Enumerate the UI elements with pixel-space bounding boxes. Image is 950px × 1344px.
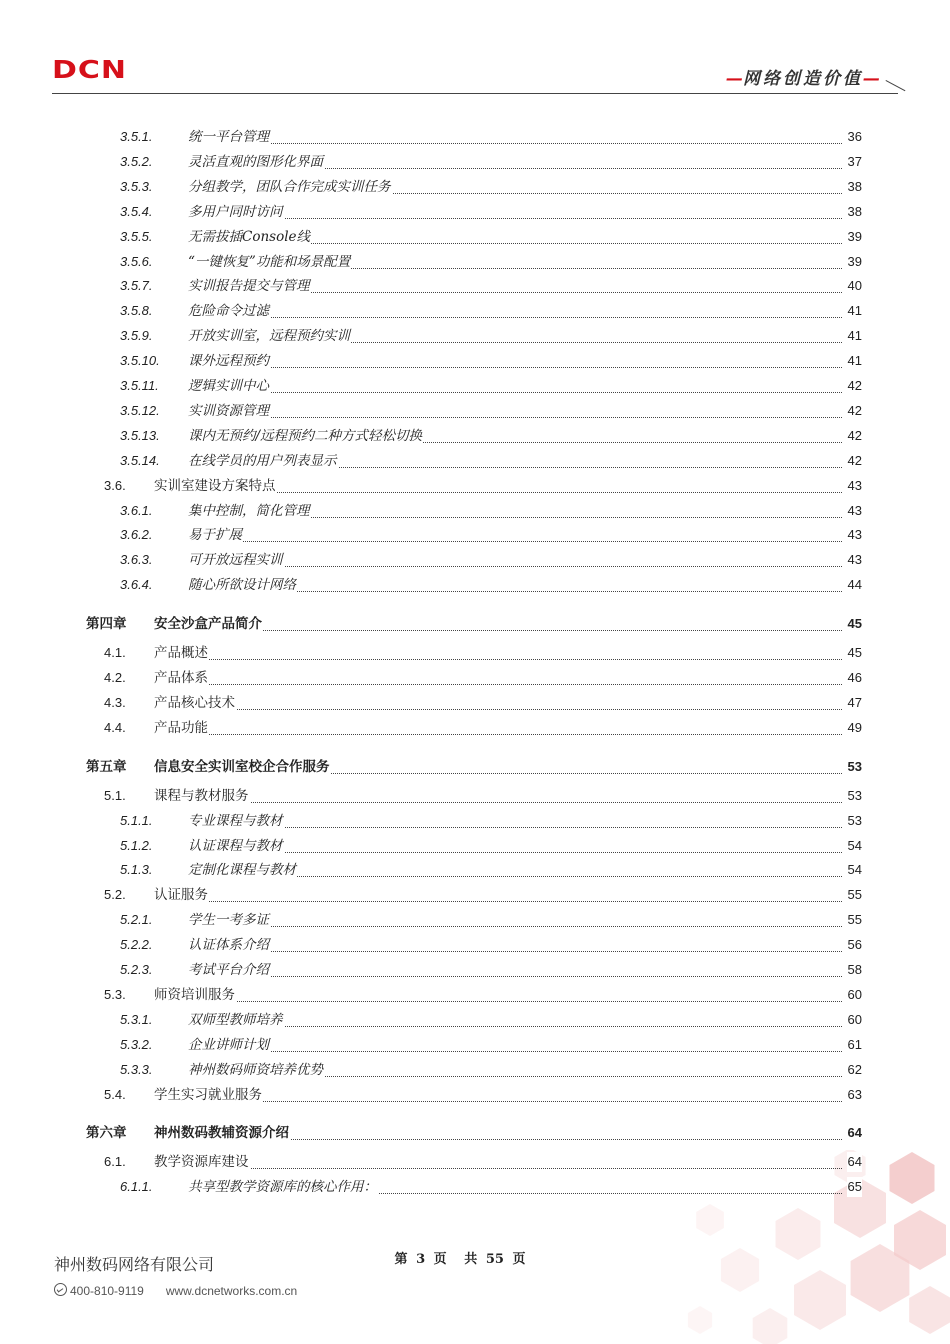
- toc-entry-leader: [190, 391, 842, 393]
- toc-entry-title: 多用户同时访问: [188, 203, 283, 220]
- toc-entry-page: 40: [847, 276, 862, 296]
- toc-entry-number: 4.4.: [104, 719, 126, 735]
- toc-entry-title: 实训资源管理: [188, 402, 269, 419]
- toc-entry-page: 49: [847, 718, 862, 738]
- slogan: [726, 64, 880, 89]
- toc-entry-title: 实训报告提交与管理: [188, 278, 310, 295]
- toc-entry-leader: [190, 950, 842, 952]
- toc-entry-leader: [156, 733, 842, 735]
- toc-entry-title: 共享型教学资源库的核心作用：: [188, 1179, 377, 1196]
- toc-entry[interactable]: [0, 1123, 950, 1143]
- toc-entry[interactable]: [0, 525, 950, 545]
- toc-entry-page: 64: [847, 1123, 862, 1143]
- toc-entry-page: 62: [847, 1060, 862, 1080]
- toc-entry-title: 逻辑实训中心: [188, 378, 269, 394]
- toc-entry-number: 4.1.: [104, 645, 126, 661]
- pager-total-prefix: 共: [464, 1252, 478, 1267]
- toc-entry-number: 5.1.3.: [120, 862, 153, 878]
- toc-entry-number: 3.5.9.: [120, 328, 153, 344]
- toc-entry-leader: [156, 1167, 842, 1169]
- toc-entry[interactable]: [0, 426, 950, 446]
- toc-entry-number: 5.1.2.: [120, 837, 153, 853]
- toc-entry-title: 信息安全实训室校企合作服务: [154, 758, 330, 775]
- toc-entry-page: 54: [847, 836, 862, 856]
- toc-entry[interactable]: [0, 960, 950, 980]
- toc-entry-title: 灵活直观的图形化界面: [188, 153, 323, 170]
- toc-entry-title: 教学资源库建设: [154, 1154, 249, 1171]
- toc-entry-page: 54: [847, 860, 862, 880]
- toc-entry-number: 3.5.14.: [120, 452, 160, 468]
- toc-entry-number: 6.1.: [104, 1154, 126, 1170]
- toc-entry-number: 第五章: [86, 758, 127, 775]
- toc-entry-page: 43: [847, 476, 862, 496]
- toc-entry[interactable]: [0, 376, 950, 396]
- toc-entry-page: 46: [847, 668, 862, 688]
- toc-entry-title: 企业讲师计划: [188, 1036, 269, 1053]
- toc-entry-title: 师资培训服务: [154, 986, 235, 1003]
- toc-entry-number: 3.5.13.: [120, 427, 160, 443]
- toc-entry-title: 学生实习就业服务: [154, 1086, 262, 1103]
- toc-entry-page: 41: [847, 326, 862, 346]
- toc-entry-page: 45: [847, 614, 862, 634]
- toc-entry[interactable]: [0, 127, 950, 147]
- toc-entry[interactable]: [0, 935, 950, 955]
- toc-entry-page: 44: [847, 575, 862, 595]
- toc-entry-leader: [156, 658, 842, 660]
- toc-entry[interactable]: [0, 885, 950, 905]
- toc-entry-leader: [156, 900, 842, 902]
- toc-entry-leader: [190, 925, 842, 927]
- toc-entry[interactable]: [0, 1085, 950, 1105]
- dcn-logo: DCN: [52, 56, 128, 85]
- toc-entry[interactable]: [0, 836, 950, 856]
- toc-entry-leader: [156, 683, 842, 685]
- toc-entry[interactable]: [0, 1010, 950, 1030]
- toc-entry-title: 随心所欲设计网络: [188, 577, 296, 594]
- hexagon-decoration: [680, 1150, 950, 1344]
- toc-entry-page: 42: [847, 426, 862, 446]
- toc-entry-leader: [190, 540, 842, 542]
- toc-entry-title: 专业课程与教材: [188, 812, 283, 829]
- toc-entry-page: 61: [847, 1035, 862, 1055]
- toc-entry-number: 3.6.4.: [120, 577, 153, 593]
- toc-entry-title: 定制化课程与教材: [188, 862, 296, 879]
- toc-entry-number: 5.3.2.: [120, 1036, 153, 1052]
- toc-entry-title: 分组教学，团队合作完成实训任务: [188, 178, 391, 195]
- toc-entry-number: 5.2.: [104, 887, 126, 903]
- toc-entry-title: 认证体系介绍: [188, 937, 269, 954]
- toc-entry-title: 安全沙盒产品简介: [154, 616, 262, 633]
- footer-contact: [54, 1283, 297, 1298]
- toc-entry-number: 5.2.2.: [120, 937, 153, 953]
- pager-current: 3: [416, 1252, 426, 1267]
- toc-entry-page: 37: [847, 152, 862, 172]
- toc-entry[interactable]: [0, 301, 950, 321]
- toc-entry-number: 3.5.4.: [120, 203, 153, 219]
- toc-entry-number: 3.5.10.: [120, 353, 160, 369]
- toc-entry-leader: [190, 416, 842, 418]
- toc-entry-page: 53: [847, 786, 862, 806]
- toc-entry-leader: [190, 851, 842, 853]
- toc-entry-title: 产品核心技术: [154, 694, 235, 711]
- toc-entry-title: 集中控制，简化管理: [188, 502, 310, 519]
- hexagon-shape: [909, 1286, 950, 1334]
- pager-page-word: 页: [433, 1252, 447, 1267]
- toc-entry-page: 63: [847, 1085, 862, 1105]
- slogan-dash-left: —: [726, 69, 743, 89]
- toc-entry-page: 38: [847, 177, 862, 197]
- toc-entry-leader: [190, 826, 842, 828]
- toc-entry-number: 6.1.1.: [120, 1179, 153, 1195]
- toc-entry-number: 3.6.: [104, 477, 126, 493]
- toc-entry-number: 3.5.7.: [120, 278, 153, 294]
- toc-entry[interactable]: [0, 252, 950, 272]
- toc-entry[interactable]: [0, 227, 950, 247]
- toc-entry-title: 开放实训室，远程预约实训: [188, 328, 350, 345]
- toc-entry[interactable]: [0, 718, 950, 738]
- toc-entry-number: 3.6.1.: [120, 502, 153, 518]
- toc-entry-leader: [156, 801, 842, 803]
- toc-entry-title: 课外远程预约: [188, 353, 269, 370]
- toc-entry[interactable]: [0, 811, 950, 831]
- toc-entry-title: 课内无预约/远程预约二种方式轻松切换: [188, 427, 423, 444]
- toc-entry-page: 42: [847, 451, 862, 471]
- toc-entry[interactable]: [0, 1035, 950, 1055]
- toc-entry-page: 41: [847, 351, 862, 371]
- toc-entry[interactable]: [0, 401, 950, 421]
- toc-entry-title: 实训室建设方案特点: [154, 477, 276, 494]
- toc-entry-title: 统一平台管理: [188, 129, 269, 145]
- toc-entry[interactable]: [0, 1060, 950, 1080]
- toc-entry-number: 3.6.3.: [120, 552, 153, 568]
- toc-entry[interactable]: [0, 501, 950, 521]
- toc-entry-number: 3.6.2.: [120, 527, 153, 543]
- toc-entry-title: 易于扩展: [188, 527, 242, 544]
- toc-entry-leader: [190, 217, 842, 219]
- toc-entry[interactable]: [0, 152, 950, 172]
- toc-entry[interactable]: [0, 910, 950, 930]
- header-rule: [52, 93, 898, 94]
- toc-entry-leader: [190, 1025, 842, 1027]
- toc-entry[interactable]: [0, 786, 950, 806]
- toc-entry[interactable]: [0, 757, 950, 777]
- toc-entry-title: 认证课程与教材: [188, 837, 283, 854]
- toc-entry-number: 3.5.3.: [120, 178, 153, 194]
- toc-entry[interactable]: [0, 550, 950, 570]
- toc-entry[interactable]: [0, 575, 950, 595]
- hexagon-shape: [794, 1270, 846, 1330]
- toc-entry[interactable]: [0, 276, 950, 296]
- toc-entry-title: 无需拔插Console线: [188, 228, 311, 245]
- hexagon-shape: [688, 1306, 712, 1334]
- toc-entry-number: 5.1.: [104, 787, 126, 803]
- toc-entry-number: 3.5.5.: [120, 228, 153, 244]
- toc-entry-number: 3.5.1.: [120, 129, 153, 144]
- hexagon-shape: [696, 1204, 724, 1236]
- toc-entry-page: 42: [847, 376, 862, 396]
- toc-entry-page: 39: [847, 227, 862, 247]
- toc-entry-page: 53: [847, 757, 862, 777]
- toc-entry[interactable]: [0, 177, 950, 197]
- toc-entry-title: 课程与教材服务: [154, 787, 249, 804]
- toc-entry-title: “一键恢复”功能和场景配置: [188, 253, 351, 270]
- toc-entry-title: 产品体系: [154, 670, 208, 686]
- toc-entry[interactable]: [0, 985, 950, 1005]
- toc-entry-leader: [190, 316, 842, 318]
- toc-entry-number: 5.3.: [104, 986, 126, 1002]
- toc-entry[interactable]: [0, 326, 950, 346]
- toc-entry-leader: [190, 366, 842, 368]
- header-rule-tick: [886, 80, 906, 91]
- toc-entry-title: 学生一考多证: [188, 912, 269, 929]
- toc-entry-number: 4.2.: [104, 670, 126, 685]
- toc-entry-leader: [156, 708, 842, 710]
- toc-entry-number: 5.2.1.: [120, 912, 153, 928]
- toc-entry-page: 47: [847, 693, 862, 713]
- toc-entry[interactable]: [0, 351, 950, 371]
- toc-entry-title: 神州数码师资培养优势: [188, 1061, 323, 1078]
- toc-entry-leader: [156, 1000, 842, 1002]
- toc-entry-title: 产品功能: [154, 719, 208, 736]
- page-number: [0, 1248, 920, 1267]
- toc-entry-page: 53: [847, 811, 862, 831]
- toc-entry-page: 55: [847, 910, 862, 930]
- toc-entry-page: 43: [847, 550, 862, 570]
- phone-icon: [54, 1283, 67, 1296]
- hexagon-shape: [753, 1308, 788, 1344]
- toc-entry-page: 60: [847, 985, 862, 1005]
- toc-entry-number: 3.5.6.: [120, 253, 153, 269]
- toc-entry[interactable]: [0, 860, 950, 880]
- toc-entry-title: 在线学员的用户列表显示: [188, 452, 337, 469]
- slogan-text: 网络创造价值: [743, 69, 863, 89]
- toc-entry-number: 第六章: [86, 1125, 127, 1142]
- toc-entry-title: 可开放远程实训: [188, 552, 283, 569]
- toc-entry-page: 43: [847, 525, 862, 545]
- footer-phone: 400-810-9119: [70, 1284, 144, 1298]
- toc-entry-leader: [190, 142, 842, 144]
- pager-total-suffix: 页: [512, 1252, 526, 1267]
- toc-entry-page: 45: [847, 643, 862, 663]
- toc-entry-page: 58: [847, 960, 862, 980]
- toc-entry-number: 3.5.8.: [120, 303, 153, 319]
- slogan-dash-right: —: [863, 69, 880, 89]
- toc-entry-number: 5.1.1.: [120, 812, 153, 828]
- toc-entry-page: 36: [847, 127, 862, 147]
- toc-entry-page: 64: [847, 1152, 862, 1172]
- toc-entry-page: 43: [847, 501, 862, 521]
- toc-entry-number: 5.2.3.: [120, 962, 153, 977]
- toc-entry-title: 危险命令过滤: [188, 303, 269, 320]
- toc-entry-title: 产品概述: [154, 645, 208, 662]
- toc-entry-leader: [190, 565, 842, 567]
- toc-entry-page: 55: [847, 885, 862, 905]
- toc-entry-number: 3.5.11.: [120, 378, 159, 393]
- toc-entry-leader: [190, 975, 842, 977]
- toc-entry[interactable]: [0, 202, 950, 222]
- toc-entry-number: 4.3.: [104, 694, 126, 710]
- toc-entry-number: 5.4.: [104, 1086, 126, 1102]
- toc-entry-page: 41: [847, 301, 862, 321]
- toc-entry-title: 考试平台介绍: [188, 962, 269, 978]
- hexagon-shape: [890, 1152, 935, 1204]
- toc-entry-number: 3.5.2.: [120, 153, 153, 169]
- toc-entry-title: 神州数码教辅资源介绍: [154, 1125, 289, 1142]
- toc-entry-number: 5.3.1.: [120, 1011, 153, 1027]
- toc-entry[interactable]: [0, 451, 950, 471]
- toc-entry-page: 60: [847, 1010, 862, 1030]
- toc-entry[interactable]: [0, 476, 950, 496]
- pager-total: 55: [485, 1252, 504, 1267]
- pager-prefix: 第: [394, 1252, 408, 1267]
- toc-entry[interactable]: [0, 614, 950, 634]
- toc-entry-page: 42: [847, 401, 862, 421]
- toc-entry-leader: [190, 1050, 842, 1052]
- toc-entry-number: 5.3.3.: [120, 1061, 153, 1077]
- toc-entry-page: 39: [847, 252, 862, 272]
- toc-entry[interactable]: [0, 643, 950, 663]
- footer-website: www.dcnetworks.com.cn: [165, 1284, 298, 1298]
- toc-entry-number: 3.5.12.: [120, 402, 160, 418]
- toc-entry-page: 65: [847, 1177, 862, 1197]
- toc-entry[interactable]: [0, 693, 950, 713]
- toc-entry-number: 第四章: [86, 616, 127, 633]
- toc-entry-title: 双师型教师培养: [188, 1011, 283, 1028]
- toc-entry-page: 56: [847, 935, 862, 955]
- toc-entry[interactable]: [0, 668, 950, 688]
- toc-entry-title: 认证服务: [154, 887, 208, 904]
- toc-entry-page: 38: [847, 202, 862, 222]
- footer-company-name: 神州数码网络有限公司: [54, 1255, 215, 1274]
